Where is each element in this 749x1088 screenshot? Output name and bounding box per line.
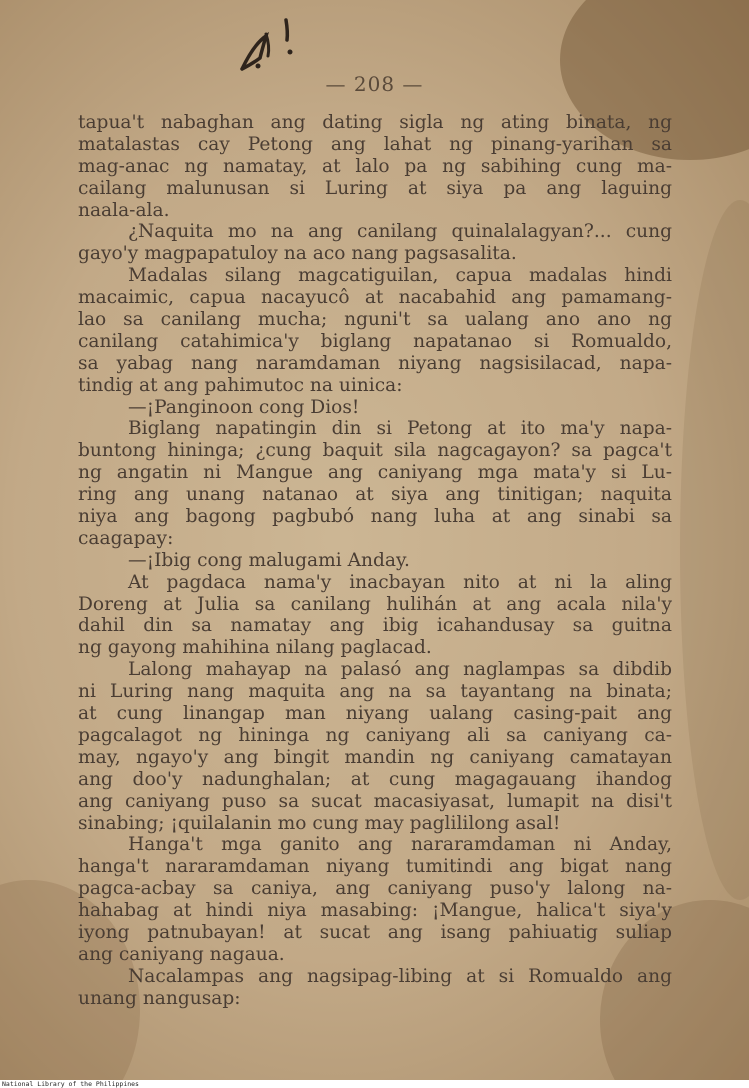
library-watermark: National Library of the Philippines (0, 1080, 749, 1088)
body-text (78, 112, 672, 1010)
text-line: tapua't nabaghan ang dating sigla ng ating binata, ng (78, 112, 672, 133)
text-line: hanga't nararamdaman niyang tumitindi ang bigat nang (78, 856, 672, 878)
text-line: hahabag at hindi niya masabing: ¡Mangue, halica't siya'y (78, 900, 672, 922)
text-line: Madalas silang magcatiguilan, capua madalas hindi (128, 265, 672, 287)
text-line: matalastas cay Petong ang lahat ng pinang-yarihan sa (78, 133, 672, 155)
text-line: at cung linangap man niyang ualang casing-pait ang (78, 703, 672, 725)
text-line: caagapay: (78, 527, 174, 549)
text-line: gayo'y magpapatuloy na aco nang pagsasalita. (78, 243, 517, 265)
text-line: Lalong mahayap na palasó ang naglampas sa dibdib (128, 659, 672, 681)
text-line: niya ang bagong pagbubó nang luha at ang sinabi sa (78, 506, 672, 528)
text-line: unang nangusap: (78, 987, 241, 1009)
text-line: naala-ala. (78, 199, 170, 221)
text-line: Biglang napatingin din si Petong at ito ma'y napa- (128, 418, 672, 440)
text-line: pagcalagot ng hininga ng caniyang ali sa caniyang ca- (78, 724, 672, 746)
text-line: At pagdaca nama'y inacbayan nito at ni la aling (128, 571, 672, 593)
text-line: —¡Panginoon cong Dios! (128, 396, 360, 418)
text-line: sinabing; ¡quilalanin mo cung may paglililong asal! (78, 812, 561, 834)
text-line: ng angatin ni Mangue ang caniyang mga mata'y si Lu- (78, 462, 672, 484)
text-line: macaimic, capua nacayucô at nacabahid ang pamamang- (78, 287, 672, 309)
text-line: buntong hininga; ¿cung baquit sila nagcagayon? sa pagca't (78, 440, 672, 462)
text-line: mag-anac ng namatay, at lalo pa ng sabihing cung ma- (78, 155, 672, 177)
text-line: iyong patnubayan! at sucat ang isang pahiuatig suliap (78, 921, 672, 943)
text-line: tindig at ang pahimutoc na uinica: (78, 374, 403, 396)
text-line: ¿Naquita mo na ang canilang quinalalagyan?... cung (128, 221, 672, 243)
text-line: Hanga't mga ganito ang nararamdaman ni Anday, (128, 834, 672, 856)
text-line: ng gayong mahihina nilang paglacad. (78, 637, 432, 659)
text-line: pagca-acbay sa caniya, ang caniyang puso'y lalong na- (78, 878, 672, 900)
text-line: ni Luring nang maquita ang na sa tayantang na binata; (78, 681, 672, 703)
paper-stain (680, 200, 749, 900)
text-line: cailang malunusan si Luring at siya pa ang laguing (78, 177, 672, 199)
text-line: Nacalampas ang nagsipag-libing at si Romualdo ang (128, 965, 672, 987)
text-line: ang caniyang puso sa sucat macasiyasat, lumapit na disi't (78, 790, 672, 812)
text-line: Doreng at Julia sa canilang hulihán at ang acala nila'y (78, 593, 672, 615)
text-line: canilang catahimica'y biglang napatanao si Romualdo, (78, 330, 672, 352)
text-line: may, ngayo'y ang bingit mandin ng caniyang camatayan (78, 746, 672, 768)
text-line: dahil din sa namatay ang ibig icahandusay sa guitna (78, 615, 672, 637)
text-line: ang caniyang nagaua. (78, 943, 285, 965)
text-line: lao sa canilang mucha; nguni't sa ualang ano ano ng (78, 309, 672, 331)
text-line: ring ang unang natanao at siya ang tinitigan; naquita (78, 484, 672, 506)
text-line: sa yabag nang naramdaman niyang nagsisilacad, napa- (78, 352, 672, 374)
text-line: —¡Ibig cong malugami Anday. (128, 549, 410, 571)
text-line: ang doo'y nadunghalan; at cung magagauang ihandog (78, 768, 672, 790)
page-number: — 208 — (325, 72, 424, 96)
